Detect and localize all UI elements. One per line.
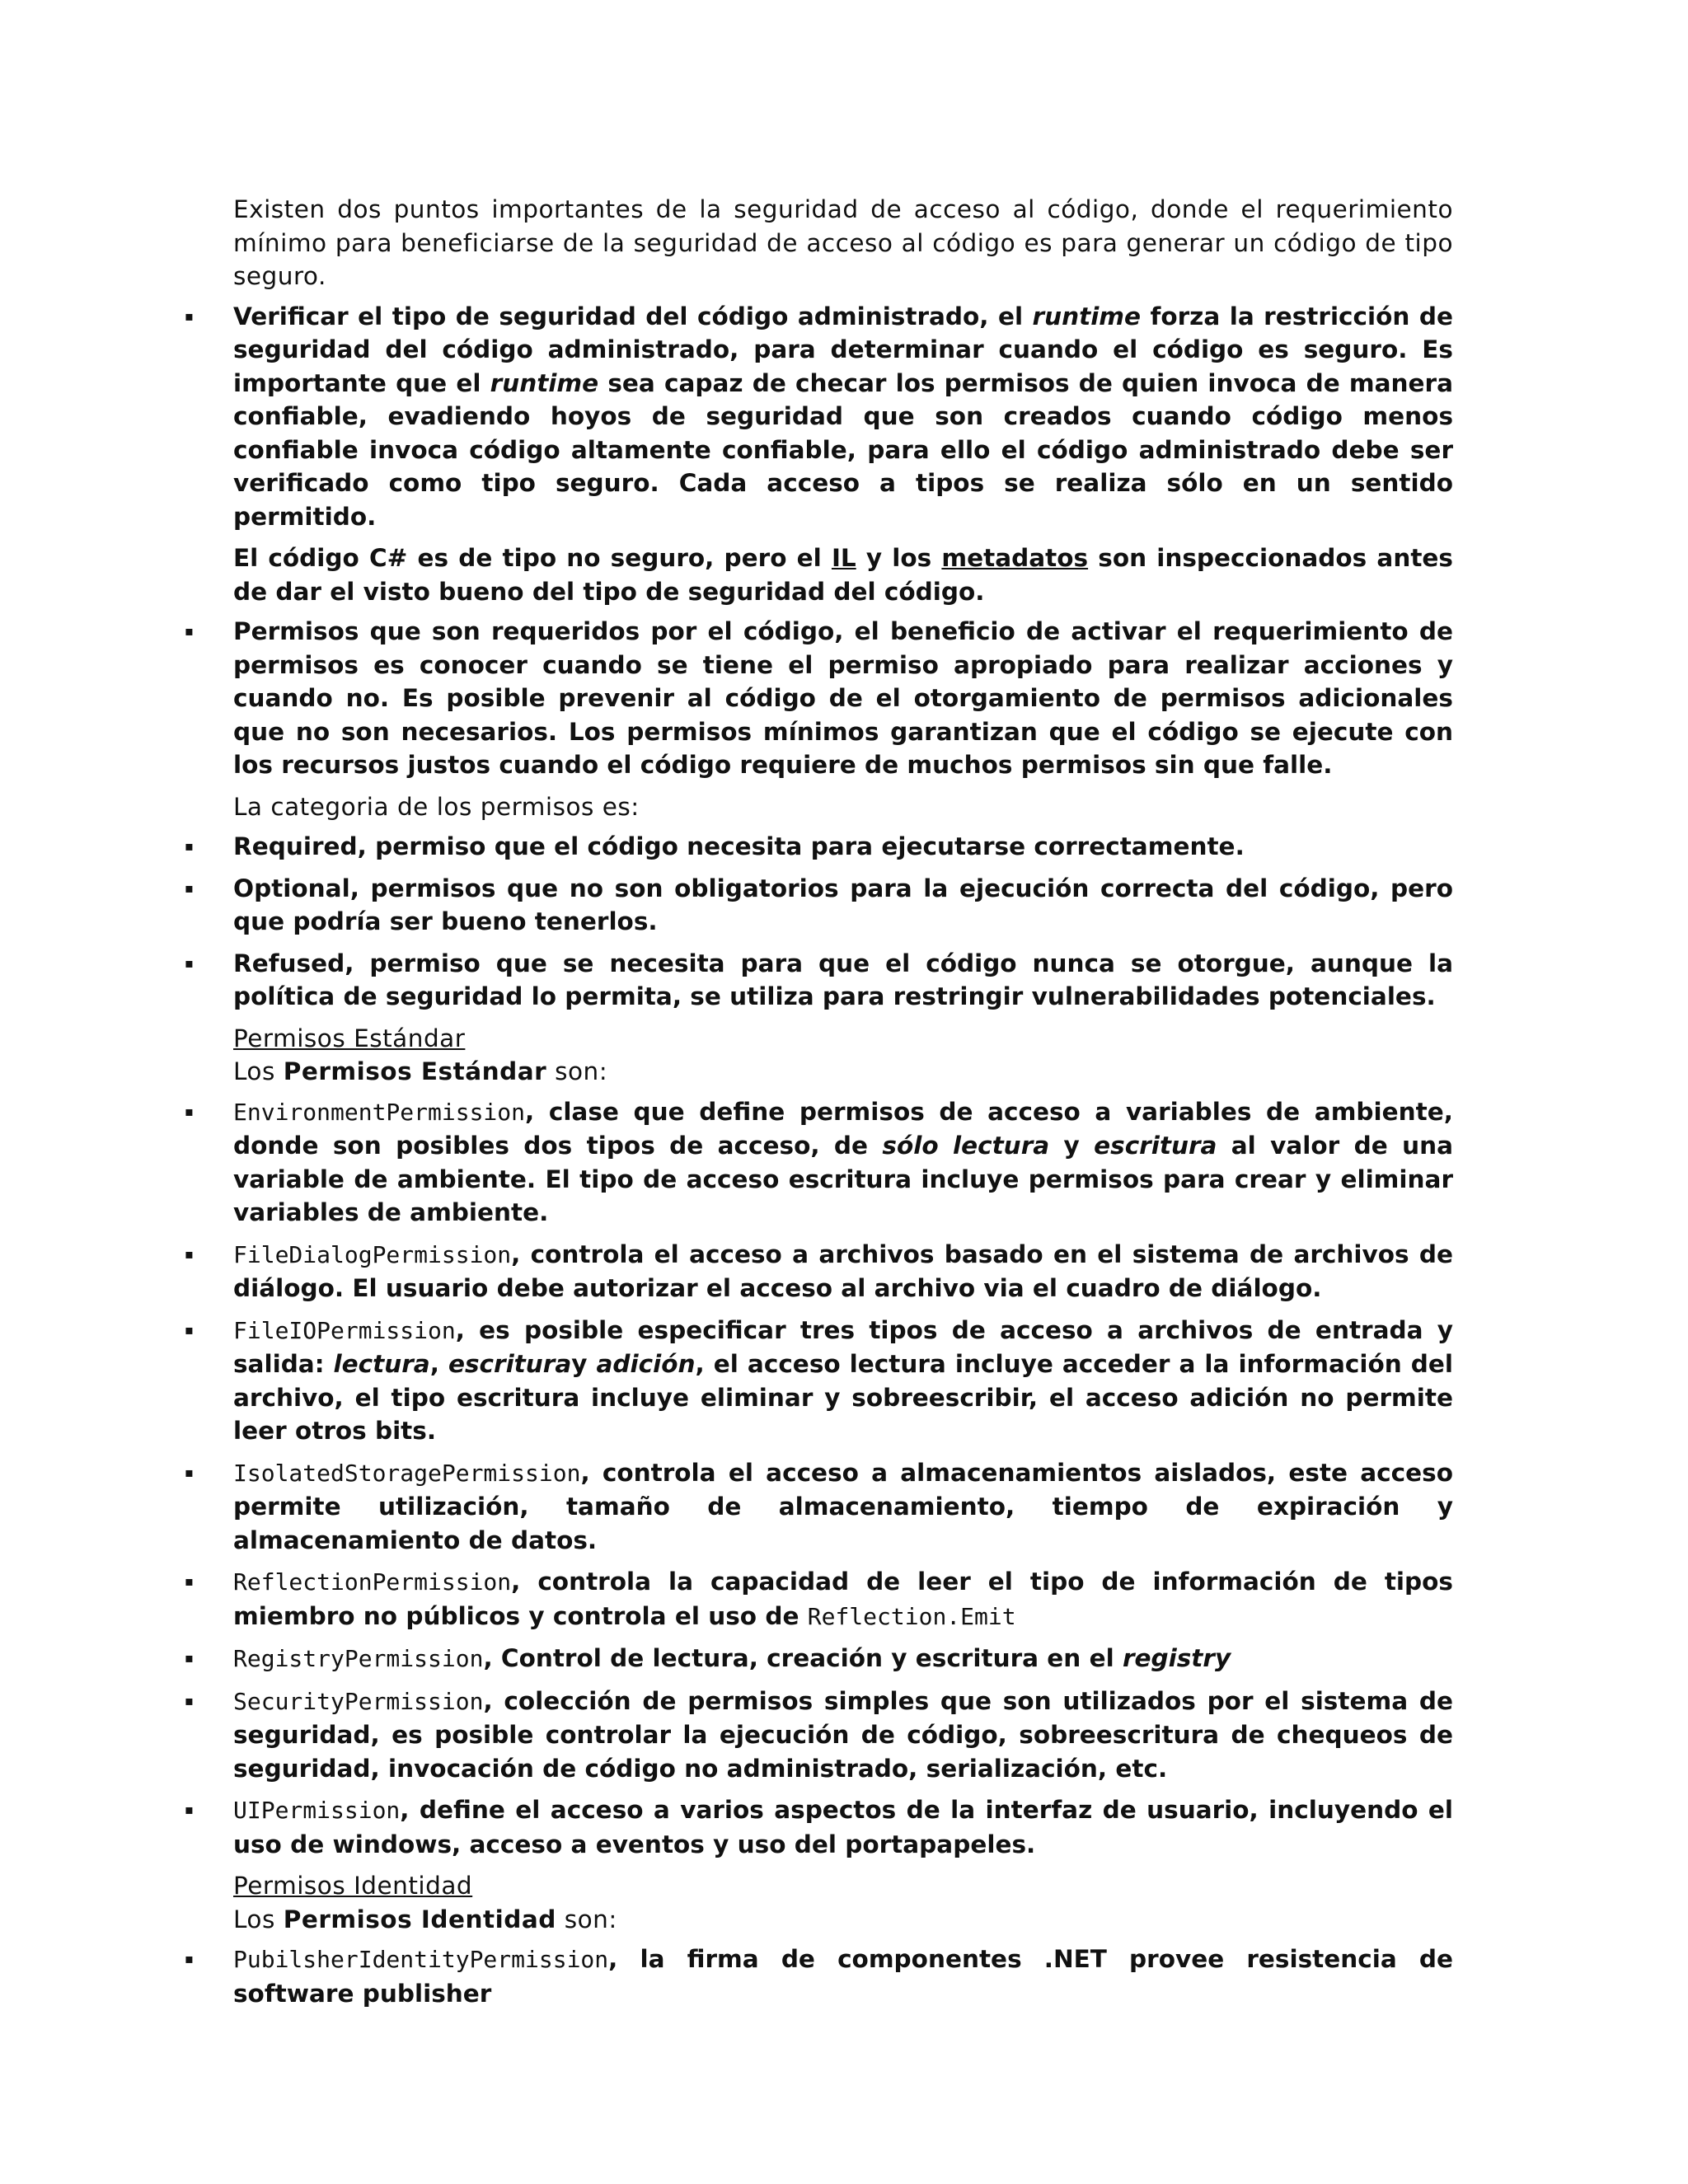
isolated-text: , controla el acceso a almacenamientos aislados, este acceso permite utilización, tamaño de almacenamiento, tiempo de expiración y almacenamiento de datos. xyxy=(233,1458,1453,1554)
code-class-name: FileIOPermission xyxy=(233,1316,456,1344)
code-class-name: ReflectionPermission xyxy=(233,1568,512,1596)
fileio-text-2: , xyxy=(429,1350,448,1378)
b2-text: Permisos que son requeridos por el código, el beneficio de activar el requerimiento de permisos es conocer cuando se tiene el permiso apropiado para realizar acciones y cuando no. Es posible prevenir al código de el otorgamiento de permisos adicionales que no son necesarios. Los permisos mínimos garantizan que el código se ejecute con los recursos justos cuando el código requiere de muchos permisos sin que falle. xyxy=(233,617,1453,779)
bullet-marker: ▪ xyxy=(185,1951,194,1966)
bullet-refused xyxy=(185,947,1453,1014)
fileio-italic-1: lectura xyxy=(333,1350,430,1378)
reflection-text: , controla la capacidad de leer el tipo de información de tipos miembro no públicos y controla el uso de xyxy=(233,1568,1453,1630)
bullet-marker: ▪ xyxy=(185,1573,194,1589)
identidad-intro xyxy=(233,1903,1453,1937)
code-class-name: RegistryPermission xyxy=(233,1645,484,1672)
bullet-environment-permission xyxy=(185,1095,1453,1230)
ui-text: , define el acceso a varios aspectos de la interfaz de usuario, incluyendo el uso de windows, acceso a eventos y uso del portapapeles. xyxy=(233,1796,1453,1858)
intro-pre: Los xyxy=(233,1057,284,1085)
code-class-name: EnvironmentPermission xyxy=(233,1098,526,1126)
bullet-fileio-permission xyxy=(185,1314,1453,1448)
code-class-name: FileDialogPermission xyxy=(233,1240,512,1268)
b1-text-1: Verificar el tipo de seguridad del código administrado, el xyxy=(233,302,1033,330)
fileio-text-4: , el acceso lectura incluye acceder a la información del archivo, el tipo escritura incluye eliminar y sobreescribir, el acceso adición no permite leer otros bits. xyxy=(233,1350,1453,1445)
bullet-marker: ▪ xyxy=(185,1103,194,1119)
bullet-marker: ▪ xyxy=(185,954,194,971)
csharp-text-1: El código C# es de tipo no seguro, pero el xyxy=(233,544,832,572)
registry-italic: registry xyxy=(1122,1644,1231,1672)
categoria-line: La categoria de los permisos es: xyxy=(233,792,640,821)
code-class-name: SecurityPermission xyxy=(233,1687,484,1715)
intro-bold: Permisos Estándar xyxy=(283,1057,547,1085)
heading-permisos-estandar: Permisos Estándar xyxy=(233,1024,466,1052)
bullet-marker: ▪ xyxy=(185,1245,194,1262)
bullet-verificar xyxy=(185,300,1453,534)
filedialog-text: , controla el acceso a archivos basado en el sistema de archivos de diálogo. El usuario debe autorizar el acceso al archivo via el cuadro de diálogo. xyxy=(233,1240,1453,1302)
bullet-registry-permission xyxy=(185,1642,1453,1676)
env-text-2: y xyxy=(1049,1132,1095,1160)
fileio-italic-2: escritura xyxy=(448,1350,572,1378)
code-class-name: IsolatedStoragePermission xyxy=(233,1459,581,1487)
env-text-1: , clase que define permisos de acceso a variables de ambiente, donde son posibles dos tipos de acceso, de xyxy=(233,1097,1453,1160)
env-italic-1: sólo lectura xyxy=(882,1132,1050,1160)
code-reflection-emit: Reflection.Emit xyxy=(807,1602,1016,1630)
heading-permisos-identidad: Permisos Identidad xyxy=(233,1872,473,1900)
runtime-term: runtime xyxy=(1032,302,1142,330)
intro-paragraph: Existen dos puntos importantes de la seguridad de acceso al código, donde el requerimiento mínimo para beneficiarse de la seguridad de acceso al código es para generar un código de tipo seguro. xyxy=(233,195,1453,290)
bullet-optional xyxy=(185,872,1453,939)
fileio-italic-3: adición xyxy=(596,1350,696,1378)
bullet-marker: ▪ xyxy=(185,1464,194,1480)
env-italic-2: escritura xyxy=(1094,1132,1217,1160)
refused-text: Refused, permiso que se necesita para que el código nunca se otorgue, aunque la política de seguridad lo permita, se utiliza para restringir vulnerabilidades potenciales. xyxy=(233,949,1453,1010)
bullet-filedialog-permission xyxy=(185,1238,1453,1305)
publisher-text: , la firma de componentes .NET provee resistencia de software publisher xyxy=(233,1945,1453,2008)
intro-pre: Los xyxy=(233,1905,284,1933)
b1-text-2: forza la restricción de seguridad del código administrado, para determinar cuando el código es seguro. Es importante que el xyxy=(233,302,1453,397)
code-class-name: PubilsherIdentityPermission xyxy=(233,1946,609,1973)
intro-post: son: xyxy=(556,1905,617,1933)
intro-post: son: xyxy=(546,1057,608,1085)
bullet-required xyxy=(185,830,1453,864)
optional-text: Optional, permisos que no son obligatorios para la ejecución correcta del código, pero que podría ser bueno tenerlos. xyxy=(233,874,1453,935)
security-text: , colección de permisos simples que son utilizados por el sistema de seguridad, es posible controlar la ejecución de código, sobreescritura de chequeos de seguridad, invocación de código no administrado, serialización, etc. xyxy=(233,1686,1453,1783)
bullet-marker: ▪ xyxy=(185,1802,194,1817)
bullet-publisher-identity-permission xyxy=(185,1943,1453,2010)
runtime-term: runtime xyxy=(490,368,599,397)
fileio-text-3: y xyxy=(571,1350,597,1378)
il-link[interactable]: IL xyxy=(831,544,856,572)
bullet-marker: ▪ xyxy=(185,879,194,896)
bullet-security-permission xyxy=(185,1685,1453,1786)
metadatos-link[interactable]: metadatos xyxy=(941,544,1089,572)
bullet-ui-permission xyxy=(185,1793,1453,1861)
intro-bold: Permisos Identidad xyxy=(283,1905,556,1933)
code-class-name: UIPermission xyxy=(233,1797,401,1824)
document-body xyxy=(185,193,1453,2018)
b1-text-3: sea capaz de checar los permisos de quien invoca de manera confiable, evadiendo hoyos de seguridad que son creados cuando código menos confiable invoca código altamente confiable, para ello el código administrado debe ser verificado como tipo seguro. Cada acceso a tipos se realiza sólo en un sentido permitido. xyxy=(233,368,1453,531)
bullet-marker: ▪ xyxy=(185,1650,194,1666)
csharp-text-2: y los xyxy=(856,544,942,572)
bullet-isolated-storage-permission xyxy=(185,1456,1453,1558)
bullet-marker: ▪ xyxy=(185,307,194,324)
bullet-marker: ▪ xyxy=(185,838,194,854)
bullet-reflection-permission xyxy=(185,1565,1453,1633)
csharp-paragraph xyxy=(233,541,1453,608)
csharp-text-3: son inspeccionados antes de dar el visto bueno del tipo de seguridad del código. xyxy=(233,544,1453,606)
bullet-marker: ▪ xyxy=(185,623,194,639)
bullet-marker: ▪ xyxy=(185,1321,194,1338)
bullet-permisos-requeridos xyxy=(185,615,1453,782)
estandar-intro xyxy=(233,1055,1453,1089)
required-text: Required, permiso que el código necesita para ejecutarse correctamente. xyxy=(233,832,1245,860)
registry-text: , Control de lectura, creación y escritura en el xyxy=(483,1644,1123,1672)
env-text-3: al valor de una variable de ambiente. El tipo de acceso escritura incluye permisos para crear y eliminar variables de ambiente. xyxy=(233,1132,1453,1226)
bullet-marker: ▪ xyxy=(185,1692,194,1708)
fileio-text-1: , es posible especificar tres tipos de acceso a archivos de entrada y salida: xyxy=(233,1315,1453,1378)
